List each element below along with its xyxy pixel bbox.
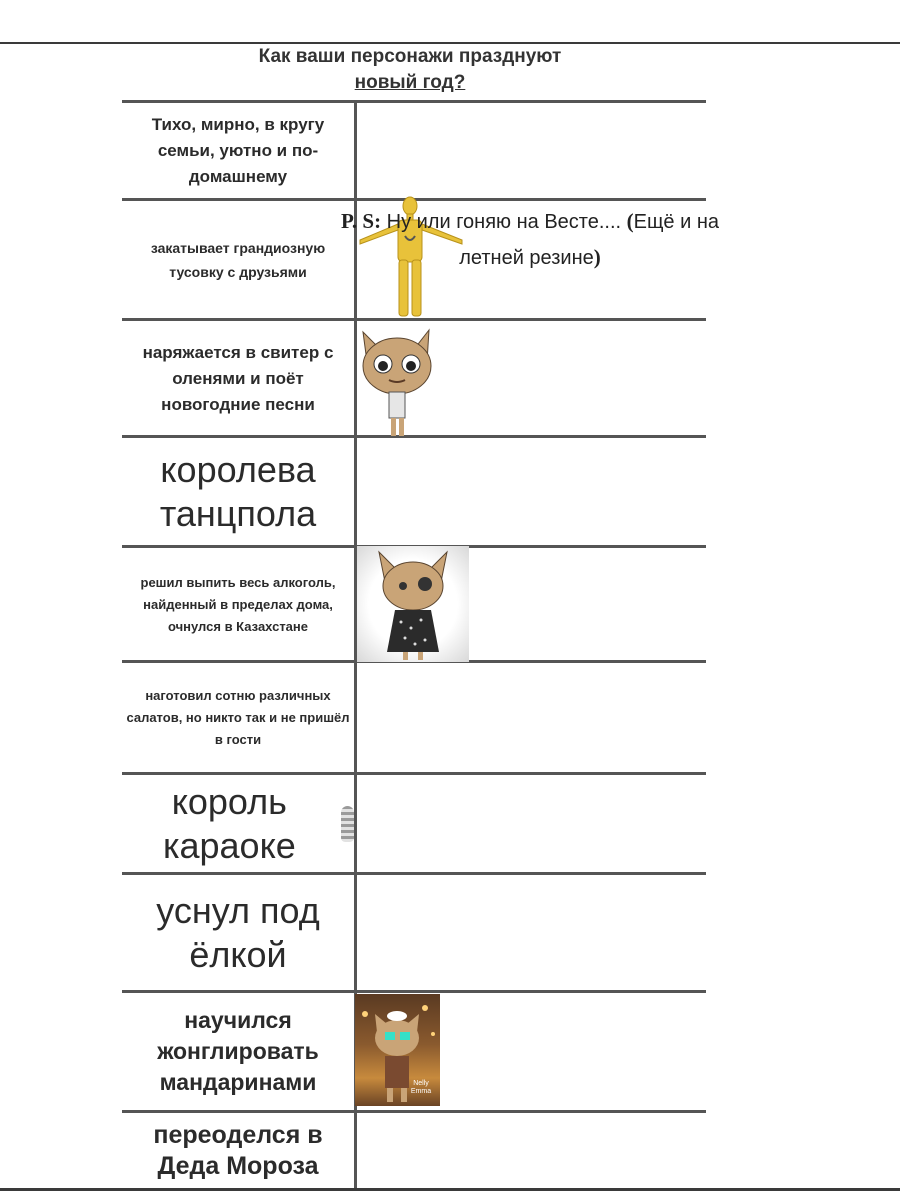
ps-prefix: P. S: [340,209,382,233]
page-title [150,44,670,96]
cat-character-dress-figure [375,548,451,660]
row-label-kazakhstan: решил выпить весь алкоголь, найденный в пределах дома, очнулся в Казахстане [140,574,336,634]
row-label-sweater: наряжается в свитер с оленями и поёт новогодние песни [142,342,334,414]
bottom-border [0,1188,900,1191]
row-label-mandarins: научился жонглировать мандаринами [157,1007,319,1095]
character-frame [357,546,469,662]
row-label-salads: наготовил сотню различных салатов, но никто так и не пришёл в гости [126,688,350,747]
microphone-icon [341,806,354,842]
row-label-karaoke [122,775,354,872]
row-label-party: закатывает грандиозную тусовку с друзьями [150,240,326,280]
ps-bracket-open: ( [626,209,634,233]
photo-caption: Nelly Emma [410,1080,432,1095]
row-label-dance-queen: королева танцпола [159,448,317,534]
karaoke-text: король караоке [162,780,296,866]
title-line-1: Как ваши персонажи празднуют [258,46,562,67]
row-label-family: Тихо, мирно, в кругу семьи, уютно и по-домашнему [151,115,325,186]
row-divider [122,100,706,103]
ps-bracket-close: ) [593,245,601,269]
cat-character-figure [357,322,437,438]
character-photo [355,994,440,1106]
title-line-2: новый год? [354,72,466,93]
ps-text-1: Ну или гоняю на Весте.... [381,211,627,233]
row-label-santa: переоделся в Деда Мороза [153,1120,323,1180]
ps-text-2: Ещё и на летней резине [459,211,720,269]
ps-note [330,204,730,276]
row-label-tree: уснул под ёлкой [156,889,320,975]
